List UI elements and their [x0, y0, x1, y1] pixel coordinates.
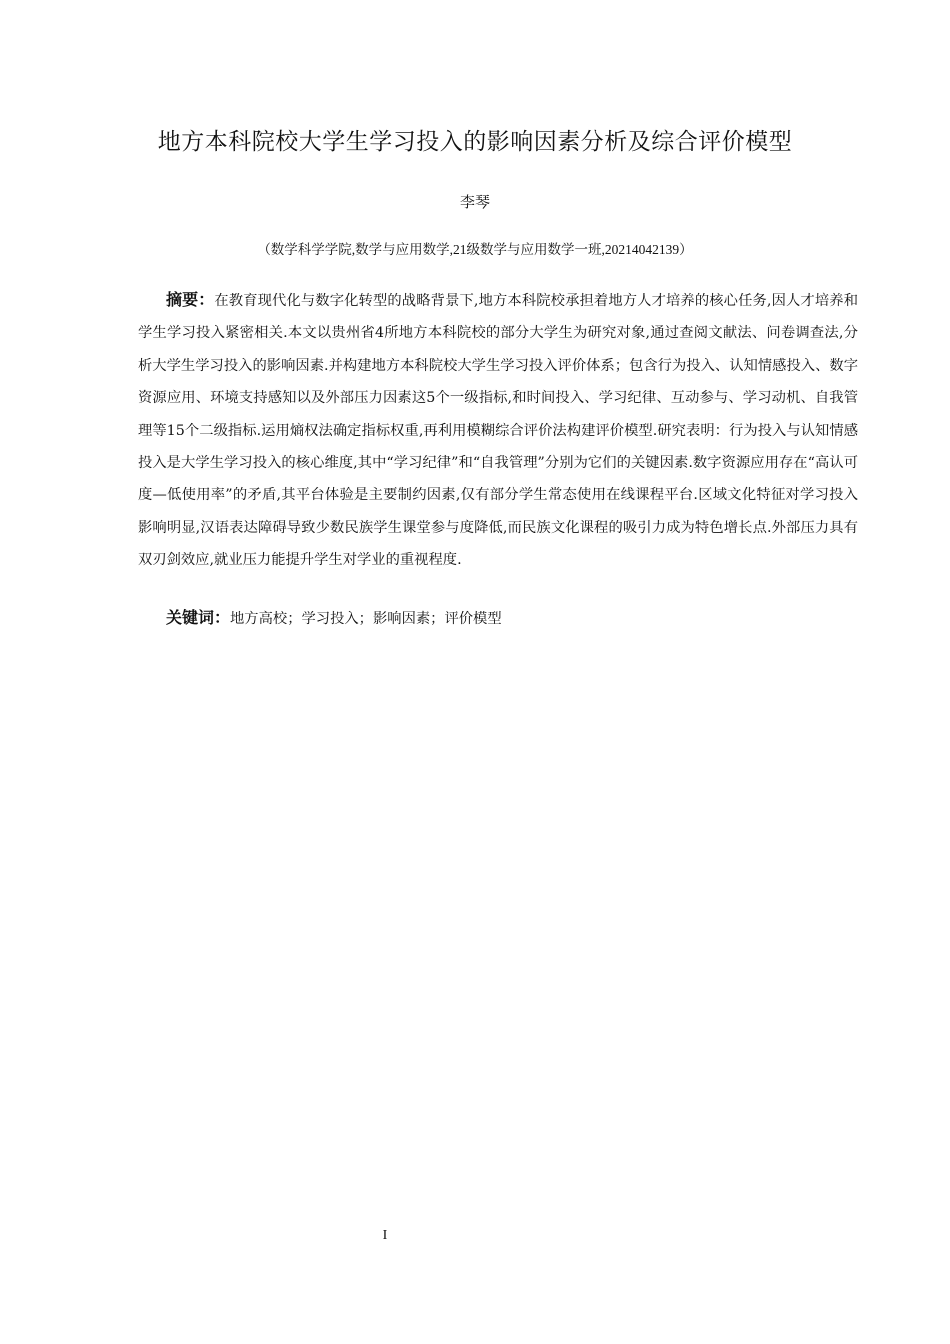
author-name: 李琴: [459, 193, 490, 211]
paper-title: 地方本科院校大学生学习投入的影响因素分析及综合评价模型: [157, 129, 793, 155]
author-affiliation: （数学科学学院,数学与应用数学,21级数学与应用数学一班,20214042139）: [257, 242, 693, 257]
keywords-label: 关键词：: [166, 608, 231, 627]
abstract-label: 摘要：: [166, 290, 215, 309]
page-number: I: [382, 1228, 388, 1243]
keywords-text: 地方高校；学习投入；影响因素；评价模型: [230, 611, 502, 627]
abstract-text: 在教育现代化与数字化转型的战略背景下,地方本科院校承担着地方人才培养的核心任务,因人才培养和学生学习投入紧密相关.本文以贵州省4所地方本科院校的部分大学生为研究对象,通过查阅文献法、问卷调查法,分析大学生学习投入的影响因素.并构建地方本科院校大学生学习投入评价体系；包含行为投入、认知情感投入、数字资源应用、环境支持感知以及外部压力因素这5个一级指标,和时间投入、学习纪律、互动参与、学习动机、自我管理等15个二级指标.运用熵权法确定指标权重,再利用模糊综合评价法构建评价模型.研究表明：行为投入与认知情感投入是大学生学习投入的核心维度,其中“学习纪律”和“自我管理”分别为它们的关键因素.数字资源应用存在“高认可度—低使用率”的矛盾,其平台体验是主要制约因素,仅有部分学生常态使用在线课程平台.区域文化特征对学习投入影响明显,汉语表达障碍导致少数民族学生课堂参与度降低,而民族文化课程的吸引力成为特色增长点.外部压力具有双刃剑效应,就业压力能提升学生对学业的重视程度.: [138, 293, 858, 569]
keywords: [166, 602, 502, 635]
abstract: [138, 284, 858, 577]
